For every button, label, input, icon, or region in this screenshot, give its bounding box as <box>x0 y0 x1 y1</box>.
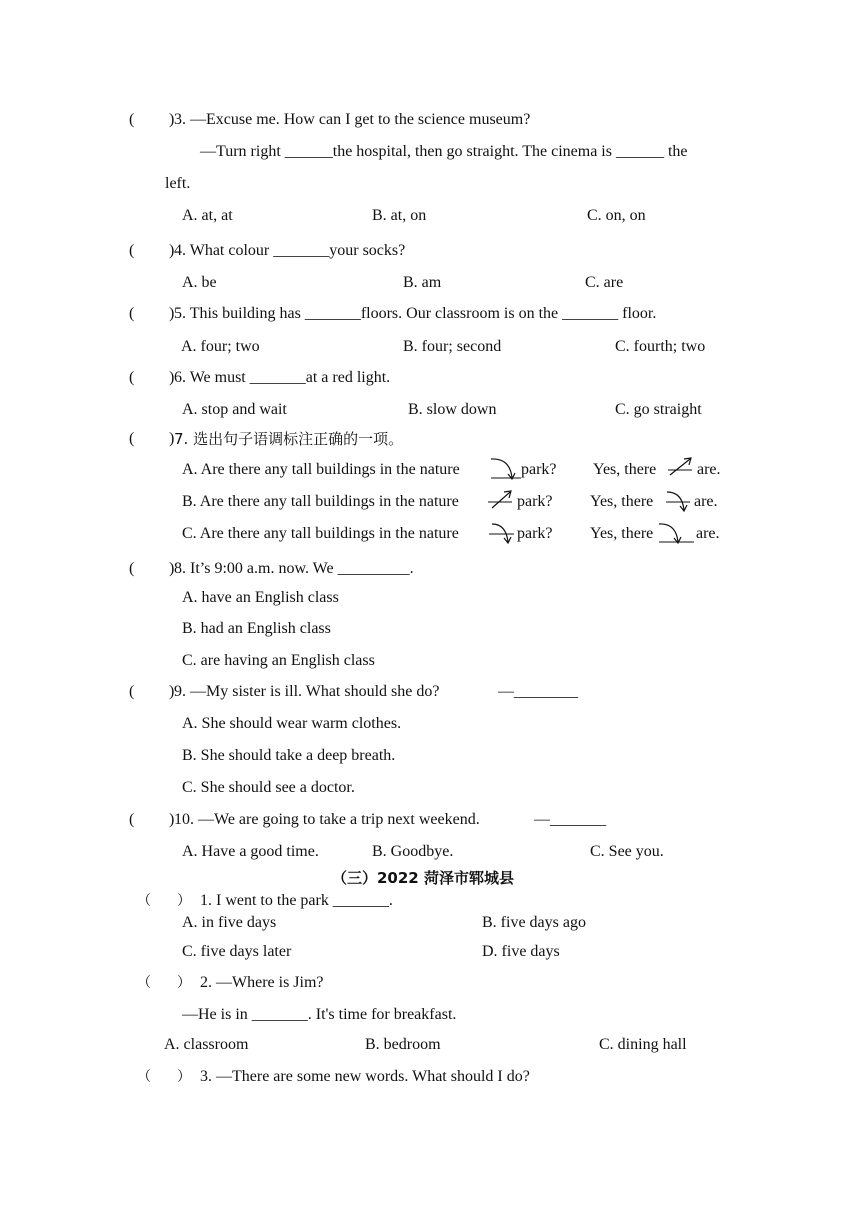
question-3-reply: —Turn right ______the hospital, then go straight. The cinema is ______ the <box>200 143 688 160</box>
option-a: A. classroom <box>164 1036 249 1053</box>
option-c: C. go straight <box>615 401 702 418</box>
option-b: B. bedroom <box>365 1036 441 1053</box>
answer-paren-close: ) <box>169 369 175 386</box>
question-2-reply: —He is in _______. It's time for breakfast. <box>182 1006 457 1023</box>
option-b: B. am <box>403 274 442 291</box>
answer-paren-open[interactable]: （ <box>137 893 151 909</box>
question-6-stem: 6. We must _______at a red light. <box>174 369 391 386</box>
answer-paren-close: ） <box>177 893 191 909</box>
answer-paren-close: ) <box>169 560 175 577</box>
option-c: C. five days later <box>182 943 292 960</box>
answer-paren-open[interactable]: ( <box>129 369 135 386</box>
option-a: A. at, at <box>182 207 233 224</box>
option-b: B. slow down <box>408 401 497 418</box>
question-8-stem: 8. It’s 9:00 a.m. now. We _________. <box>174 560 414 577</box>
option-c: C. dining hall <box>599 1036 687 1053</box>
option-b-answer: Yes, there <box>590 493 654 510</box>
option-b: B. four; second <box>403 338 502 355</box>
answer-paren-close: ） <box>177 975 191 991</box>
option-a: A. be <box>182 274 217 291</box>
answer-paren-close: ) <box>169 430 175 447</box>
option-a: A. have an English class <box>182 589 339 606</box>
option-b: B. She should take a deep breath. <box>182 747 396 764</box>
question-4-stem: 4. What colour _______your socks? <box>174 242 406 259</box>
answer-paren-close: ) <box>169 811 175 828</box>
option-c: C. She should see a doctor. <box>182 779 355 796</box>
answer-paren-close: ) <box>169 111 175 128</box>
rising-intonation-icon <box>486 488 520 516</box>
answer-blank: —_______ <box>534 811 606 828</box>
option-b: B. at, on <box>372 207 427 224</box>
option-a: A. four; two <box>181 338 260 355</box>
option-c: C. on, on <box>587 207 646 224</box>
option-c: C. are <box>585 274 624 291</box>
option-b: B. had an English class <box>182 620 331 637</box>
question-9-stem: 9. —My sister is ill. What should she do? <box>174 683 440 700</box>
option-c-question: C. Are there any tall buildings in the nature <box>182 525 459 542</box>
question-2-stem: 2. —Where is Jim? <box>200 974 324 991</box>
option-c: C. See you. <box>590 843 664 860</box>
option-a: A. Have a good time. <box>182 843 319 860</box>
answer-paren-close: ） <box>177 1069 191 1085</box>
option-a-question: A. Are there any tall buildings in the nature <box>182 461 460 478</box>
option-a: A. stop and wait <box>182 401 287 418</box>
falling-intonation-icon <box>656 520 690 548</box>
answer-paren-open[interactable]: ( <box>129 305 135 322</box>
falling-intonation-icon <box>662 488 696 516</box>
answer-paren-open[interactable]: ( <box>129 430 135 447</box>
option-c-answer: Yes, there <box>590 525 654 542</box>
option-d: D. five days <box>482 943 560 960</box>
answer-paren-open[interactable]: ( <box>129 683 135 700</box>
option-a-answer: Yes, there <box>593 461 657 478</box>
option-a: A. in five days <box>182 914 277 931</box>
option-c-are: are. <box>696 525 720 542</box>
rising-intonation-icon <box>666 456 700 484</box>
option-b-are: are. <box>694 493 718 510</box>
option-a-park: park? <box>521 461 557 478</box>
answer-paren-open[interactable]: （ <box>137 1069 151 1085</box>
option-c: C. fourth; two <box>615 338 706 355</box>
option-b: B. five days ago <box>482 914 586 931</box>
answer-paren-close: ) <box>169 683 175 700</box>
answer-paren-close: ) <box>169 305 175 322</box>
option-c: C. are having an English class <box>182 652 375 669</box>
question-1-stem: 1. I went to the park _______. <box>200 892 393 909</box>
answer-paren-open[interactable]: （ <box>137 975 151 991</box>
falling-intonation-icon <box>486 520 520 548</box>
option-a: A. She should wear warm clothes. <box>182 715 402 732</box>
option-b: B. Goodbye. <box>372 843 454 860</box>
question-5-stem: 5. This building has _______floors. Our classroom is on the _______ floor. <box>174 305 657 322</box>
answer-paren-open[interactable]: ( <box>129 111 135 128</box>
section-title: （三）2022 菏泽市郓城县 <box>332 869 514 887</box>
answer-paren-close: ) <box>169 242 175 259</box>
option-b-question: B. Are there any tall buildings in the nature <box>182 493 459 510</box>
answer-paren-open[interactable]: ( <box>129 811 135 828</box>
option-b-park: park? <box>517 493 553 510</box>
question-7-stem: 7. 选出句子语调标注正确的一项。 <box>174 430 404 448</box>
question-10-stem: 10. —We are going to take a trip next weekend. <box>174 811 480 828</box>
question-3-stem: 3. —Excuse me. How can I get to the science museum? <box>174 111 531 128</box>
answer-paren-open[interactable]: ( <box>129 560 135 577</box>
option-c-park: park? <box>517 525 553 542</box>
question-3-stem: 3. —There are some new words. What should I do? <box>200 1068 530 1085</box>
answer-paren-open[interactable]: ( <box>129 242 135 259</box>
question-3-reply-cont: left. <box>165 175 191 192</box>
answer-blank: —________ <box>498 683 578 700</box>
option-a-are: are. <box>697 461 721 478</box>
falling-intonation-icon <box>488 456 522 484</box>
